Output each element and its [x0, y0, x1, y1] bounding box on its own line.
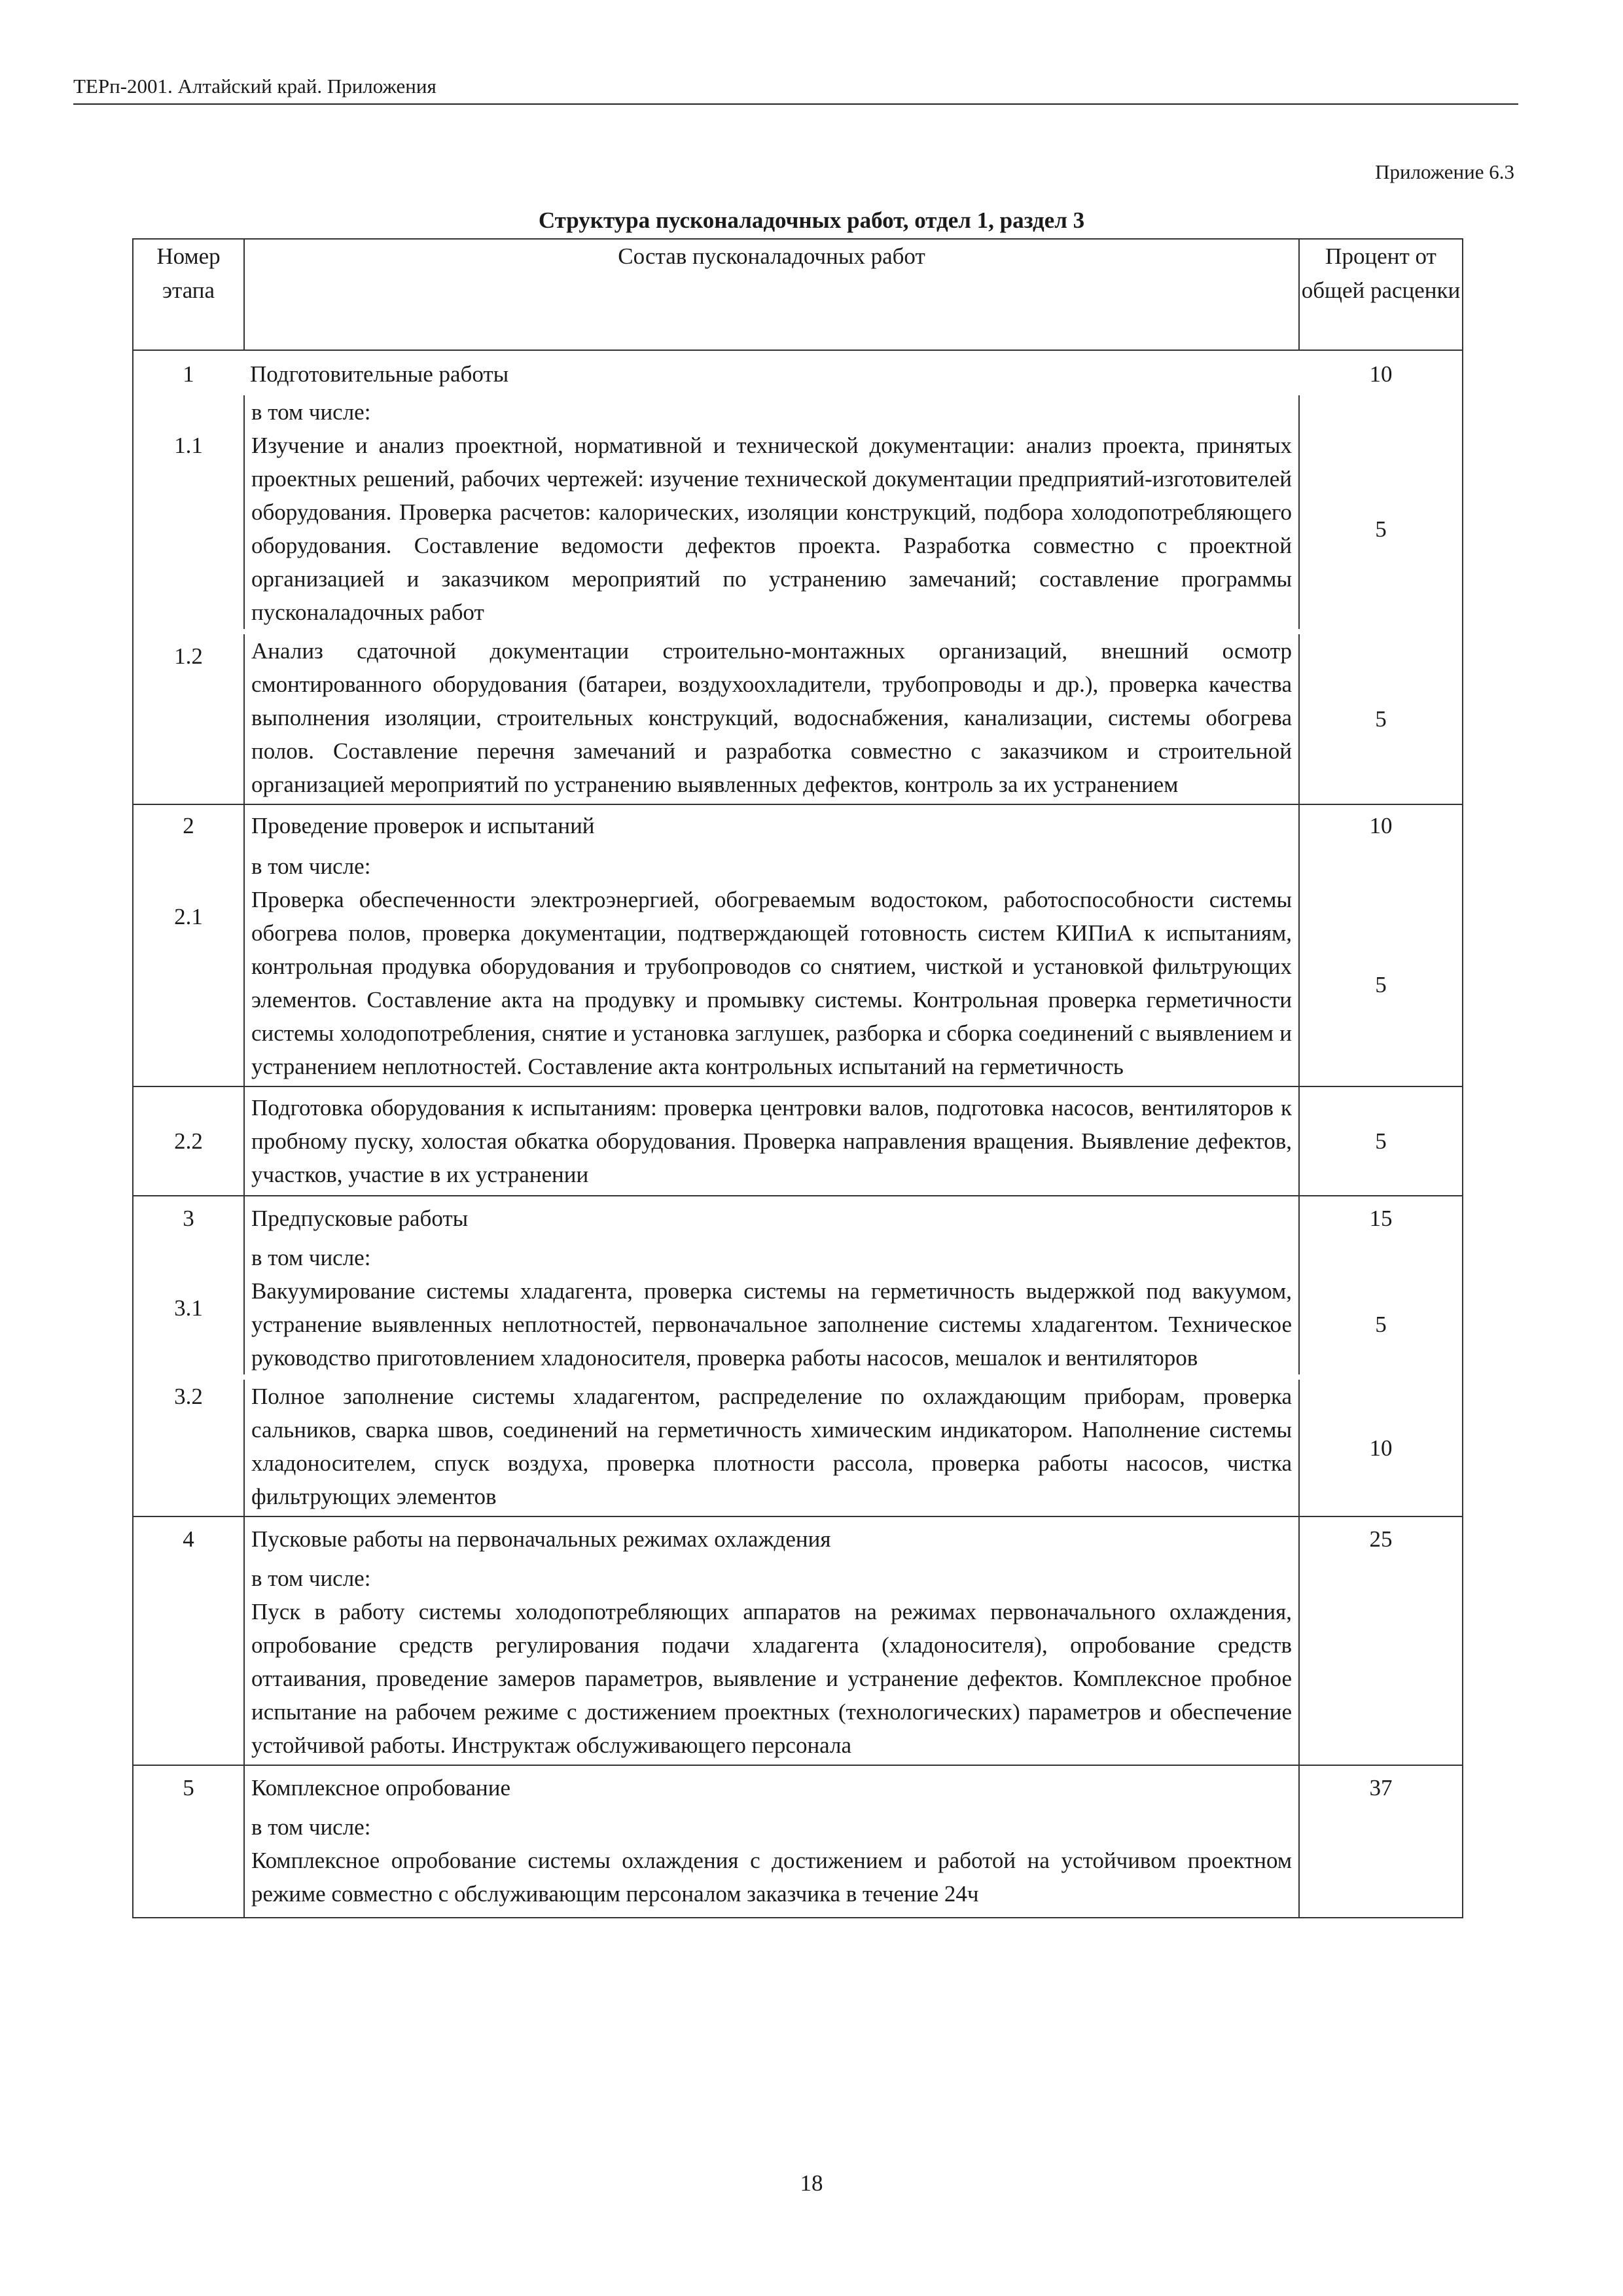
stage-number: 1 — [183, 361, 194, 387]
substage-text: Изучение и анализ проектной, нормативной и технической документации: анализ проекта, принятых проектных решений, рабочих чертежей: изучение технической документации предприятий-изготовителей оборудования. Проверка расчетов: калорических, изоляции конструкций, подбора холодопотребляющего оборудования. Составление ведомости дефектов проекта. Разработка совместно с проектной организацией и заказчиком мероприятий по устранению замечаний; составление программы пусконаладочных работ — [243, 429, 1300, 629]
stage-percent: 10 — [1369, 361, 1393, 387]
stage-name: Комплексное опробование — [251, 1775, 511, 1801]
column-header-content: Состав пусконаладочных работ — [244, 239, 1299, 350]
stage-text: Комплексное опробование системы охлаждения с достижением и работой на устойчивом проектном режиме совместно с обслуживающим персоналом заказчика в течение 24ч — [243, 1844, 1300, 1917]
including-label: в том числе: — [243, 395, 1300, 429]
works-structure-table — [132, 238, 1463, 1918]
substage-number: 3.2 — [174, 1384, 203, 1409]
column-header-percent: Процент от общей расценки — [1299, 239, 1463, 350]
stage-name: Предпусковые работы — [251, 1206, 469, 1231]
column-header-number: Номер этапа — [133, 239, 244, 350]
page-number: 18 — [800, 2170, 823, 2196]
substage-percent: 5 — [1375, 516, 1387, 542]
substage-text: Проверка обеспеченности электроэнергией, обогреваемым водостоком, работоспособности системы обогрева полов, проверка документации, подтверждающей готовность систем КИПиА к испытаниям, контрольная продувка оборудования и трубопроводов со снятием, чисткой и установкой фильтрующих элементов. Составление акта на продувку и промывку системы. Контрольная проверка герметичности системы холодопотребления, снятие и установка заглушек, разборка и сборка соединений с выявлением и устранением неплотностей. Составление акта контрольных испытаний на герметичность — [243, 883, 1300, 1086]
substage-percent: 5 — [1375, 971, 1387, 997]
substage-number: 3.1 — [174, 1295, 203, 1321]
stage-number: 4 — [183, 1526, 194, 1552]
stage-name: Пусковые работы на первоначальных режимах охлаждения — [251, 1526, 831, 1552]
substage-percent: 5 — [1375, 1312, 1387, 1337]
stage-number: 2.2 — [133, 1086, 244, 1196]
including-label: в том числе: — [243, 1810, 1300, 1844]
stage-percent: 15 — [1369, 1206, 1393, 1231]
running-header: ТЕРп-2001. Алтайский край. Приложения — [73, 73, 1518, 105]
stage-text: Подготовка оборудования к испытаниям: проверка центровки валов, подготовка насосов, вентиляторов к пробному пуску, холостая обкатка оборудования. Проверка направления вращения. Выявление дефектов, участков, участие в их устранении — [244, 1086, 1299, 1196]
stage-number: 5 — [183, 1775, 194, 1801]
appendix-label: Приложение 6.3 — [1375, 160, 1514, 183]
stage-row-5 — [133, 1765, 1463, 1918]
substage-text: Полное заполнение системы хладагентом, распределение по охлаждающим приборам, проверка сальников, сварка швов, соединений на герметичность химическим индикатором. Наполнение системы хладоносителем, спуск воздуха, проверка плотности рассола, проверка работы насосов, чистка фильтрующих элементов — [243, 1380, 1300, 1516]
substage-number: 2.1 — [174, 904, 203, 929]
stage-percent: 25 — [1369, 1526, 1393, 1552]
stage-percent: 37 — [1369, 1775, 1393, 1801]
stage-number: 2 — [183, 813, 194, 838]
substage-percent: 10 — [1369, 1435, 1393, 1461]
table-header-row — [133, 239, 1463, 350]
stage-percent: 10 — [1369, 813, 1393, 838]
substage-text: Анализ сдаточной документации строительно-монтажных организаций, внешний осмотр смонтированного оборудования (батареи, воздухоохладители, трубопроводы и др.), проверка качества выполнения изоляции, строительных конструкций, водоснабжения, канализации, системы обогрева полов. Составление перечня замечаний и разработка совместно с заказчиком и строительной организацией мероприятий по устранению выявленных дефектов, контроль за их устранением — [243, 634, 1300, 804]
table-title: Структура пусконаладочных работ, отдел 1, раздел 3 — [538, 207, 1085, 233]
stage-name: Проведение проверок и испытаний — [251, 813, 595, 838]
stage-text: Пуск в работу системы холодопотребляющих аппаратов на режимах первоначального охлаждения, опробование средств регулирования подачи хладагента (хладоносителя), опробование средств оттаивания, проведение замеров параметров, выявление и устранение дефектов. Комплексное пробное испытание на рабочем режиме с достижением проектных (технологических) параметров и обеспечение устойчивой работы. Инструктаж обслуживающего персонала — [243, 1595, 1300, 1765]
stage-number: 3 — [183, 1206, 194, 1231]
including-label: в том числе: — [243, 1562, 1300, 1595]
substage-number: 1.1 — [174, 433, 203, 458]
stage-row-4 — [133, 1516, 1463, 1765]
substage-number: 1.2 — [174, 643, 203, 669]
stage-percent: 5 — [1299, 1086, 1463, 1196]
including-label: в том числе: — [243, 850, 1300, 883]
stage-row-2-2 — [133, 1086, 1463, 1196]
including-label: в том числе: — [243, 1241, 1300, 1274]
substage-percent: 5 — [1375, 706, 1387, 732]
stage-row-2 — [133, 804, 1463, 1086]
stage-row-1 — [133, 350, 1463, 804]
substage-text: Вакуумирование системы хладагента, проверка системы на герметичность выдержкой под вакуумом, устранение выявленных неплотностей, первоначальное заполнение системы хладагентом. Техническое руководство приготовлением хладоносителя, проверка работы насосов, мешалок и вентиляторов — [243, 1274, 1300, 1374]
stage-row-3 — [133, 1196, 1463, 1516]
stage-name: Подготовительные работы — [250, 361, 509, 387]
